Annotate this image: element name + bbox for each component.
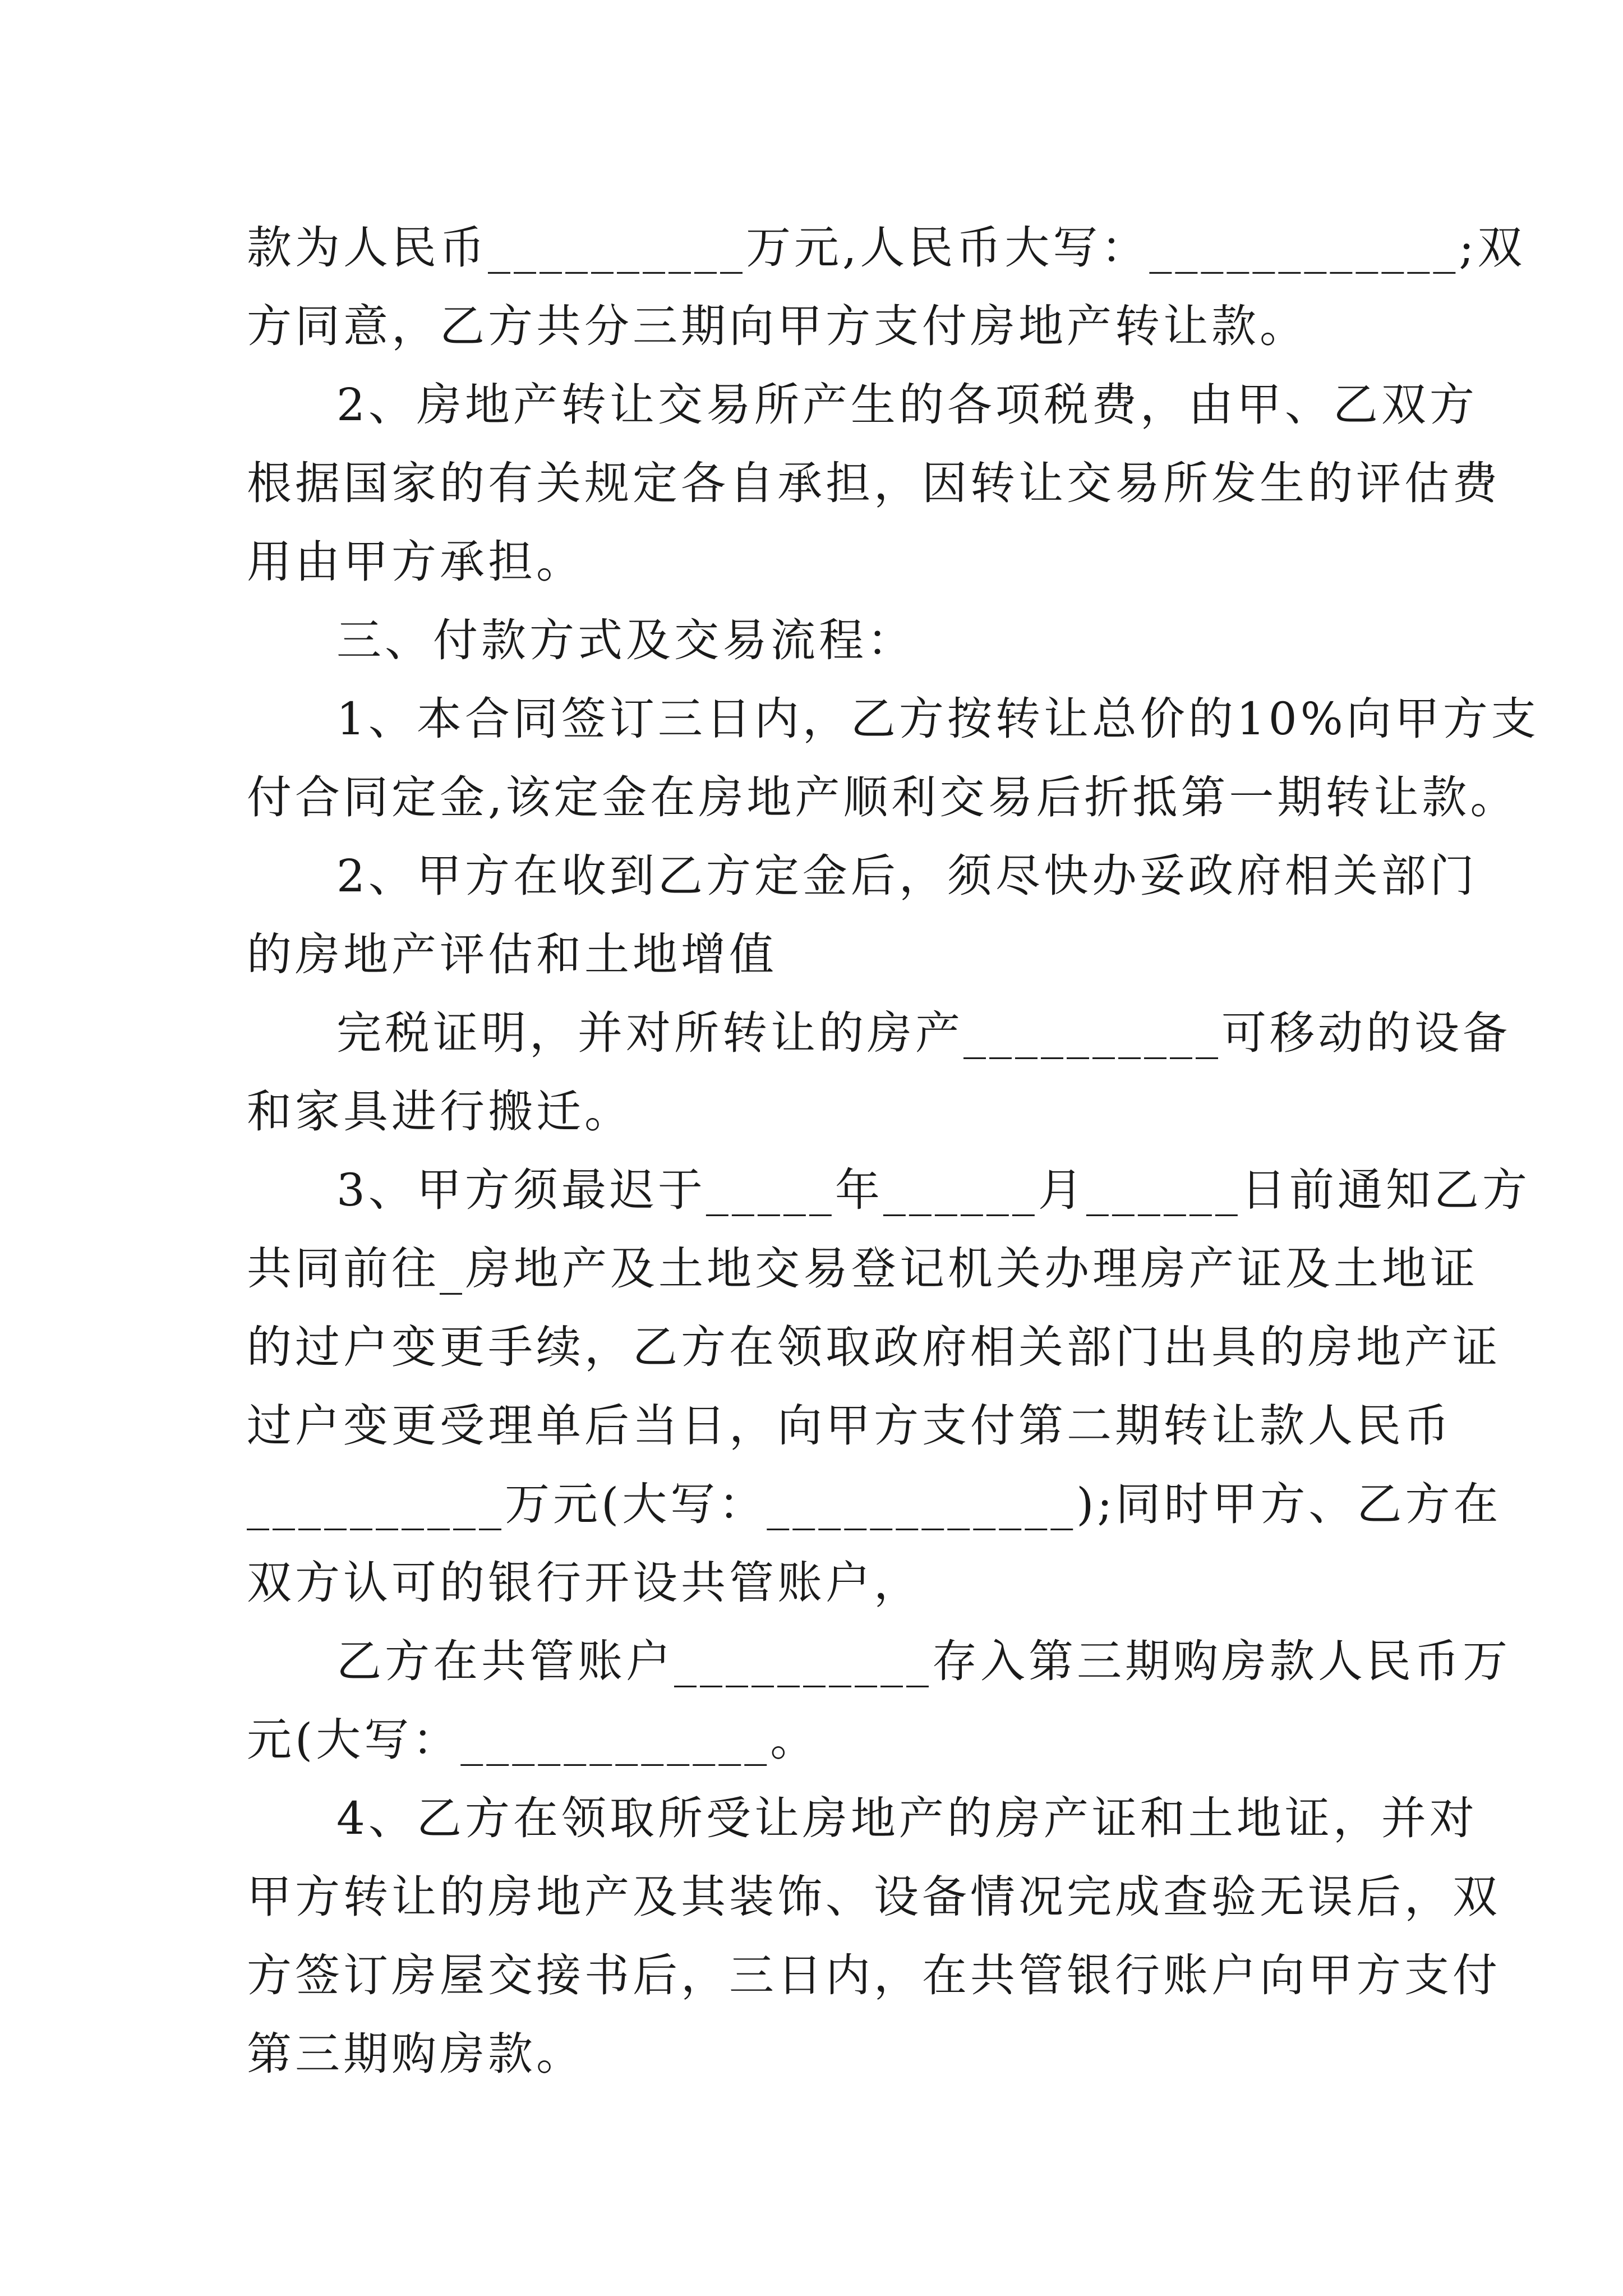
paragraph-line: 根据国家的有关规定各自承担，因转让交易所发生的评估费 [247,457,1501,509]
paragraph-line: 款为人民币__________万元,人民币大写：____________;双 [247,222,1526,274]
paragraph-line: 过户变更受理单后当日，向甲方支付第二期转让款人民币 [247,1400,1453,1452]
paragraph-line: 和家具进行搬迁。 [247,1085,633,1138]
paragraph-line: 的房地产评估和土地增值 [247,928,777,981]
paragraph-line: 方签订房屋交接书后，三日内，在共管银行账户向甲方支付 [247,1949,1501,2001]
paragraph-line: __________万元(大写：____________);同时甲方、乙方在 [247,1478,1502,1530]
paragraph-line: 4、乙方在领取所受让房地产的房产证和土地证，并对 [336,1792,1478,1844]
paragraph-line: 共同前往_房地产及土地交易登记机关办理房产证及土地证 [247,1243,1478,1295]
paragraph-line: 2、房地产转让交易所产生的各项税费，由甲、乙双方 [336,379,1478,431]
paragraph-line: 付合同定金,该定金在房地产顺利交易后折抵第一期转让款。 [247,771,1519,823]
paragraph-line: 的过户变更手续，乙方在领取政府相关部门出具的房地产证 [247,1321,1501,1373]
paragraph-line: 完税证明，并对所转让的房产__________可移动的设备 [336,1007,1511,1059]
paragraph-line: 3、甲方须最迟于_____年______月______日前通知乙方 [336,1164,1530,1216]
section-heading: 三、付款方式及交易流程： [336,614,915,666]
paragraph-line: 第三期购房款。 [247,2028,584,2080]
paragraph-line: 双方认可的银行开设共管账户， [247,1557,922,1609]
paragraph-line: 方同意，乙方共分三期向甲方支付房地产转让款。 [247,300,1308,352]
paragraph-line: 1、本合同签订三日内，乙方按转让总价的10%向甲方支 [336,693,1539,745]
paragraph-line: 元(大写：____________。 [247,1714,819,1766]
paragraph-line: 乙方在共管账户__________存入第三期购房款人民币万 [336,1635,1511,1687]
paragraph-line: 甲方转让的房地产及其装饰、设备情况完成查验无误后，双 [247,1871,1501,1923]
paragraph-line: 用由甲方承担。 [247,536,584,588]
document-page [247,209,1539,2093]
paragraph-line: 2、甲方在收到乙方定金后，须尽快办妥政府相关部门 [336,850,1478,902]
